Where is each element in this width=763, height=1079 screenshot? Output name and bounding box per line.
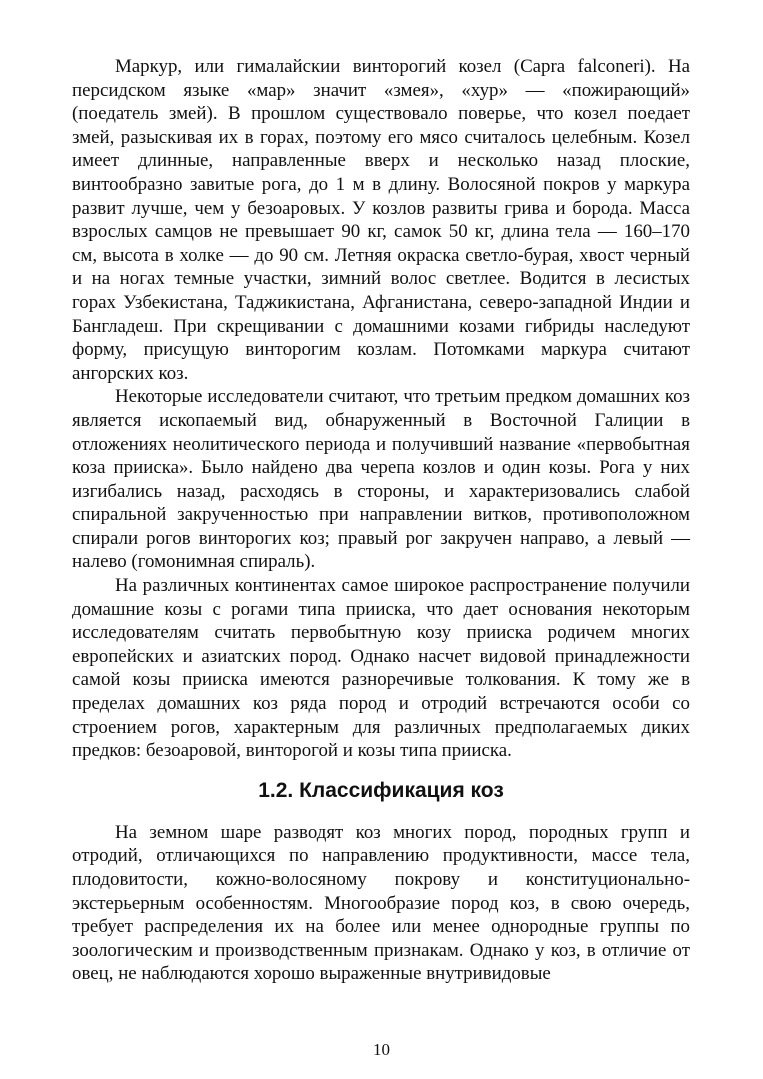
page-number: 10 bbox=[373, 1040, 390, 1059]
paragraph-classification: На земном шаре разводят коз многих пород, породных групп и отродий, отличающихся по направлению продуктивности, массе тела, плодовитости, кожно-волосяному покрову и конституционально-экстерьерным особенностям. Многообразие пород коз, в свою очередь, требует распределения их на более или менее однородные группы по зоологическим и производственным признакам. Однако у коз, в отличие от овец, не наблюдаются хорошо выраженные внутривидовые bbox=[72, 821, 690, 985]
page-body bbox=[72, 55, 690, 986]
paragraph-prisca-distribution: На различных континентах самое широкое распространение получили домашние козы с рогами типа прииска, что дает основания некоторым исследователям считать первобытную козу прииска родичем многих европейских и азиатских пород. Однако насчет видовой принадлежности самой козы прииска имеются разноречивые толкования. К тому же в пределах домашних коз ряда пород и отродий встречаются особи со строением рогов, характерным для различных предполагаемых диких предков: безоаровой, винторогой и козы типа прииска. bbox=[72, 575, 690, 762]
section-heading: 1.2. Классификация коз bbox=[258, 778, 504, 802]
paragraph-markhor: Маркур, или гималайскии винторогий козел (Capra falconeri). На персидском языке «мар» значит «змея», «хур» — «пожирающий» (поедатель змей). В прошлом существовало поверье, что козел поедает змей, разыскивая их в горах, поэтому его мясо считалось целебным. Козел имеет длинные, направленные вверх и несколько назад плоские, винтообразно завитые рога, до 1 м в длину. Волосяной покров у маркура развит лучше, чем у безоаровых. У козлов развиты грива и борода. Масса взрослых самцов не превышает 90 кг, самок 50 кг, длина тела — 160–170 см, высота в холке — до 90 см. Летняя окраска светло-бурая, хвост черный и на ногах темные участки, зимний волос светлее. Водится в лесистых горах Узбекистана, Таджикистана, Афганистана, северо-западной Индии и Бангладеш. При скрещивании с домашними козами гибриды наследуют форму, присущую винторогим козлам. Потомками маркура считают ангорских коз. bbox=[72, 56, 690, 384]
paragraph-fossil-ancestor: Некоторые исследователи считают, что третьим предком домашних коз является ископаемый вид, обнаруженный в Восточной Галиции в отложениях неолитического периода и получивший название «первобытная коза прииска». Было найдено два черепа козлов и один козы. Рога у них изгибались назад, расходясь в стороны, и характеризовались слабой спиральной закрученностью при направлении витков, противоположном спирали рогов винторогих коз; правый рог закручен направо, а левый — налево (гомонимная спираль). bbox=[72, 386, 690, 573]
